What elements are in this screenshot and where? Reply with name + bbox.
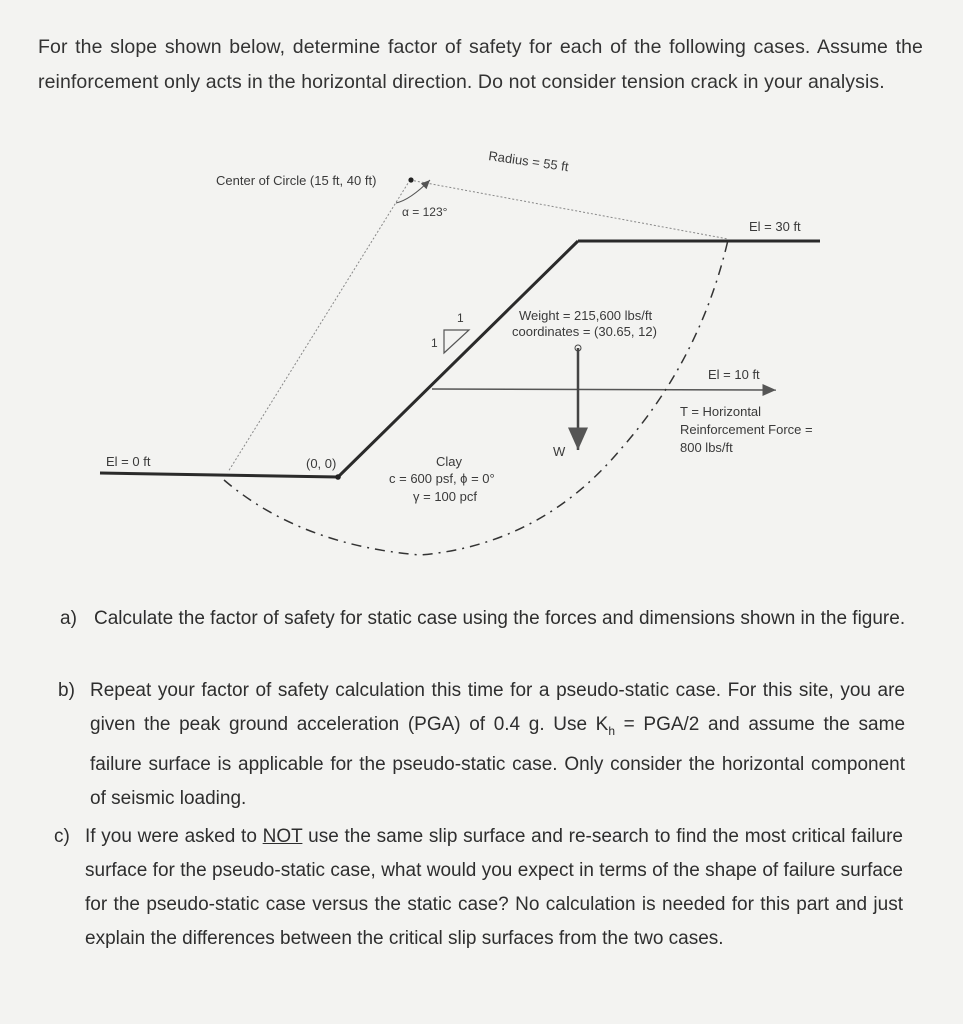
soil-name: Clay [436, 454, 463, 469]
question-c-marker: c) [54, 826, 70, 847]
question-b-text [90, 674, 905, 816]
reinforcement-label-2: Reinforcement Force = [680, 422, 813, 437]
slope-ratio-triangle [444, 330, 469, 353]
question-c-text-2: use the same slip surface and re-search to find the most critical failure surface for the pseudo-static case, what would you expect in terms of the shape of failure surface for the pseudo-static case versus the static case? No calculation is needed for this part and just explain the differences between the critical slip surfaces from the two cases. [85, 826, 903, 949]
slope-face [338, 241, 578, 477]
elevation-top-label: El = 30 ft [749, 219, 801, 234]
circle-center-point [408, 177, 413, 182]
radius-line-top [410, 180, 728, 239]
question-a-marker: a) [60, 608, 77, 629]
question-c-text-1: If you were asked to [85, 826, 263, 847]
elevation-left-label: El = 0 ft [106, 454, 151, 469]
reinforcement-force-arrow [432, 389, 776, 390]
soil-strength: c = 600 psf, ϕ = 0° [389, 471, 495, 486]
question-a-text: Calculate the factor of safety for static case using the forces and dimensions shown in the figure. [94, 608, 906, 629]
question-b-text-1: Repeat your factor of safety calculation this time for a pseudo-static case. For this site, you are given the peak ground acceleration (PGA) of 0.4 g. Use K [90, 680, 905, 735]
weight-label: Weight = 215,600 lbs/ft [519, 308, 653, 323]
weight-symbol: W [553, 444, 566, 459]
question-c-text [85, 820, 903, 956]
problem-statement: For the slope shown below, determine factor of safety for each of the following cases. Assume the reinforcement only acts in the horizontal direction. Do not consider tension crack in your analysis. [38, 36, 923, 93]
slip-circle-arc [224, 240, 728, 555]
origin-label: (0, 0) [306, 456, 337, 471]
slope-vertical-label: 1 [431, 336, 438, 350]
slope-horizontal-label: 1 [457, 311, 464, 325]
question-b-subscript: h [608, 723, 616, 738]
question-b-marker: b) [58, 680, 75, 701]
question-b-text-2: = PGA/2 and assume the same failure surface is applicable for the pseudo-static case. Only consider the horizontal component of seismic loading. [90, 714, 906, 809]
radius-line-left [228, 180, 410, 472]
soil-unit-weight: γ = 100 pcf [413, 489, 477, 504]
reinforcement-label-1: T = Horizontal [680, 404, 762, 419]
alpha-label: α = 123° [402, 205, 448, 219]
elevation-mid-label: El = 10 ft [708, 367, 760, 382]
origin-point [335, 474, 341, 480]
slope-figure [0, 130, 963, 600]
radius-label: Radius = 55 ft [487, 148, 570, 175]
centroid-coordinates-label: coordinates = (30.65, 12) [512, 324, 657, 339]
question-c-underlined: NOT [262, 826, 303, 847]
reinforcement-label-3: 800 lbs/ft [680, 440, 733, 455]
ground-line-left [100, 473, 338, 477]
circle-center-label: Center of Circle (15 ft, 40 ft) [216, 173, 377, 188]
alpha-angle-arc [396, 180, 430, 203]
